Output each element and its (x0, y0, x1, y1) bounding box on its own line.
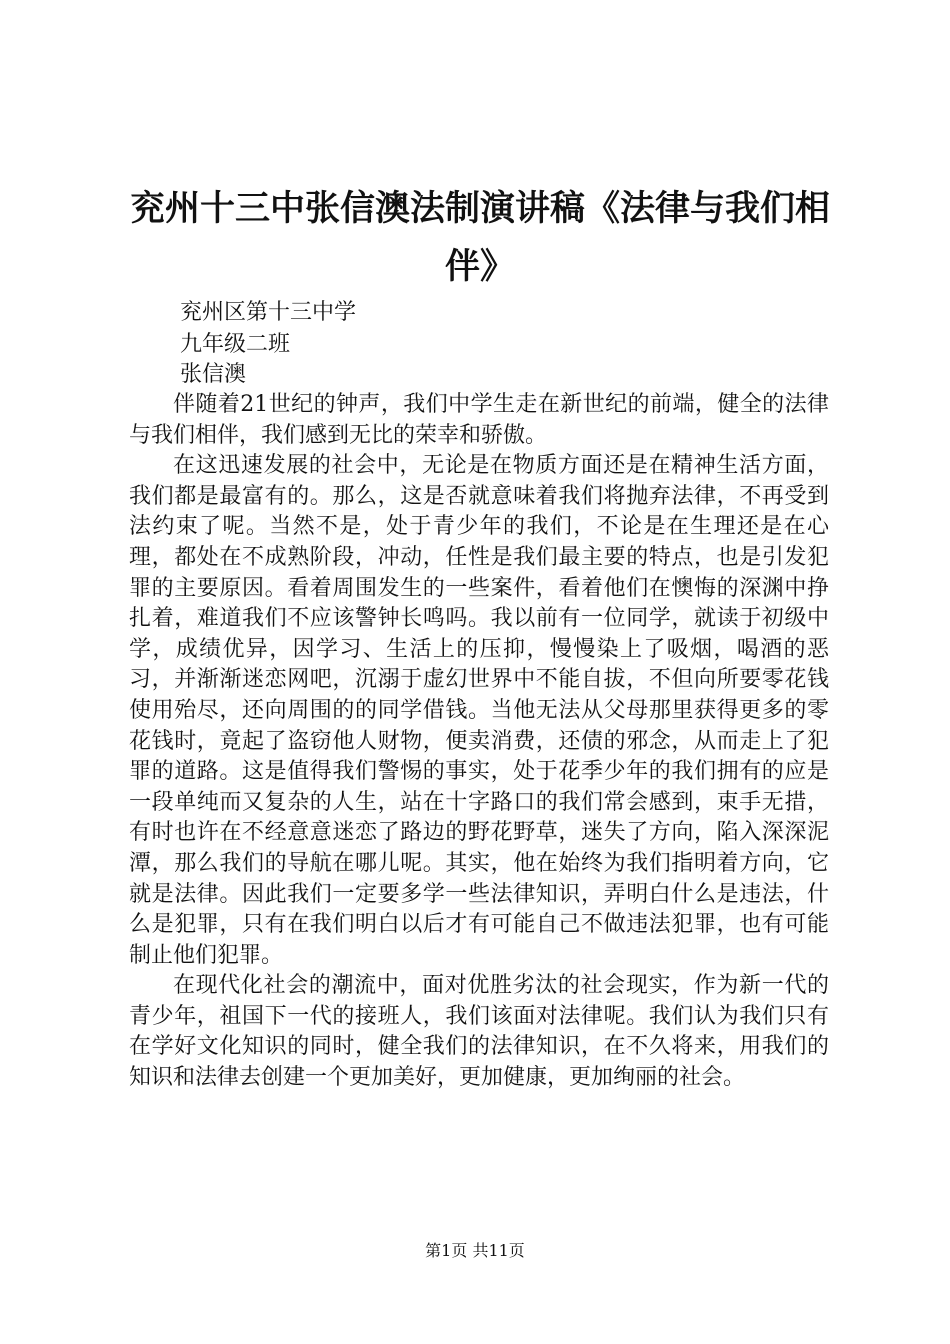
paragraph-3: 在现代化社会的潮流中，面对优胜劣汰的社会现实，作为新一代的青少年，祖国下一代的接班人，我们该面对法律呢。我们认为我们只有在学好文化知识的同时，健全我们的法律知识，在不久将来，用我们的知识和法律去创建一个更加美好，更加健康，更加绚丽的社会。 (129, 973, 829, 1091)
author-name: 张信澳 (180, 362, 247, 387)
speech-body (129, 390, 829, 1094)
school-name: 兖州区第十三中学 (180, 300, 357, 325)
paragraph-1: 伴随着21世纪的钟声，我们中学生走在新世纪的前端，健全的法律与我们相伴，我们感到无比的荣幸和骄傲。 (129, 392, 829, 448)
document-title: 兖州十三中张信澳法制演讲稿《法律与我们相伴》 (129, 188, 830, 287)
page-footer: 第1页 共11页 (425, 1241, 525, 1260)
paragraph-2: 在这迅速发展的社会中，无论是在物质方面还是在精神生活方面，我们都是最富有的。那么，这是否就意味着我们将抛弃法律，不再受到法约束了呢。当然不是，处于青少年的我们，不论是在生理还是在心理，都处在不成熟阶段，冲动，任性是我们最主要的特点，也是引发犯罪的主要原因。看着周围发生的一些案件，看着他们在懊悔的深渊中挣扎着，难道我们不应该警钟长鸣吗。我以前有一位同学，就读于初级中学，成绩优异，因学习、生活上的压抑，慢慢染上了吸烟，喝酒的恶习，并渐渐迷恋网吧，沉溺于虚幻世界中不能自拔，不但向所要零花钱使用殆尽，还向周围的的同学借钱。当他无法从父母那里获得更多的零花钱时，竟起了盗窃他人财物，便卖消费，还债的邪念，从而走上了犯罪的道路。这是值得我们警惕的事实，处于花季少年的我们拥有的应是一段单纯而又复杂的人生，站在十字路口的我们常会感到，束手无措，有时也许在不经意意迷恋了路边的野花野草，迷失了方向，陷入深深泥潭，那么我们的导航在哪儿呢。其实，他在始终为我们指明着方向，它就是法律。因此我们一定要多学一些法律知识，弄明白什么是违法，什么是犯罪，只有在我们明白以后才有可能自己不做违法犯罪，也有可能制止他们犯罪。 (129, 453, 829, 968)
class-name: 九年级二班 (180, 332, 291, 357)
